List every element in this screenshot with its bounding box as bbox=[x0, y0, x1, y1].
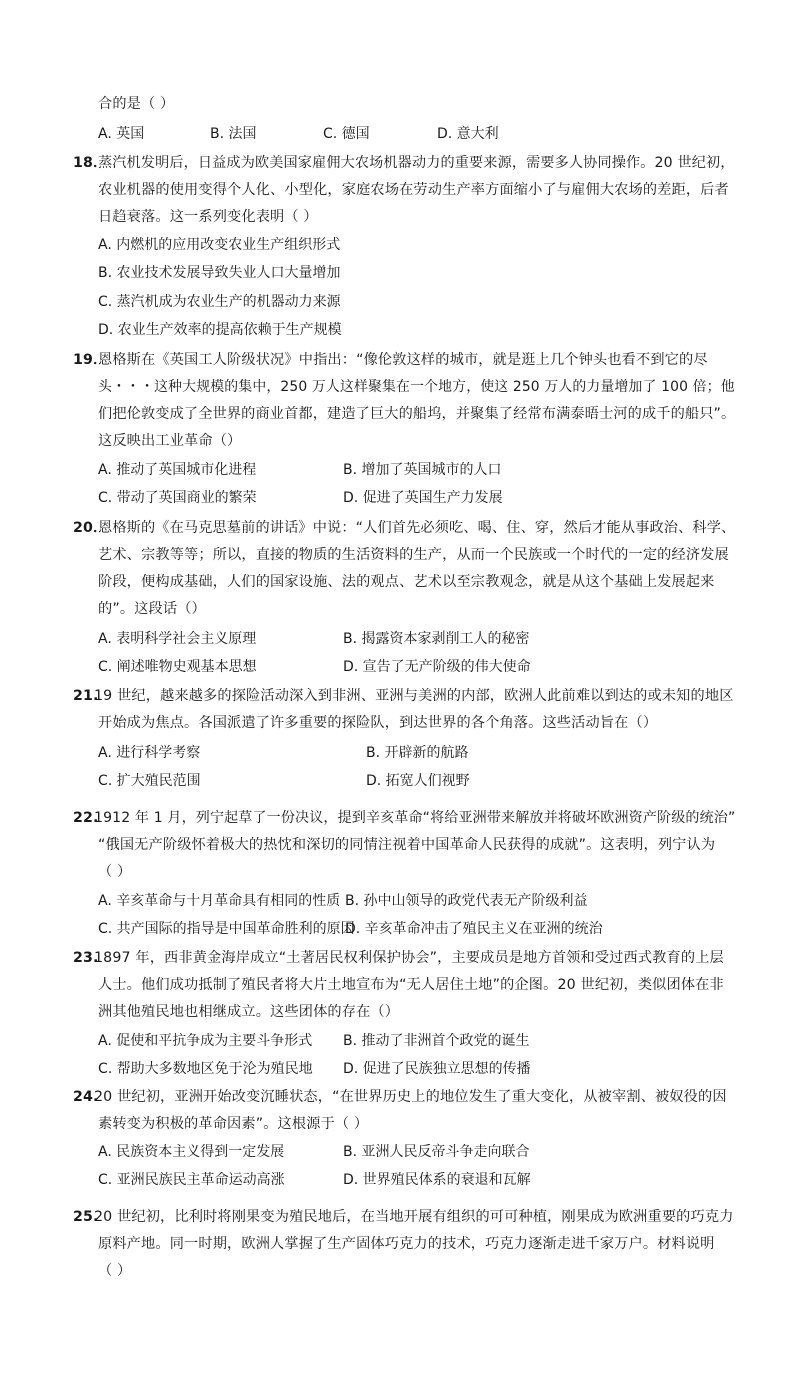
question-stem-line: 素转变为积极的革命因素”。这根源于（ ） bbox=[98, 1116, 369, 1132]
option-a: A. 表明科学社会主义原理 bbox=[98, 631, 257, 647]
option-d: D. 促进了英国生产力发展 bbox=[343, 490, 503, 506]
question-number: 24. bbox=[73, 1089, 99, 1105]
option-c: C. 亚洲民族民主革命运动高涨 bbox=[98, 1172, 285, 1188]
option-d: D. 意大利 bbox=[437, 126, 499, 142]
question-stem-line: 20 世纪初，亚洲开始改变沉睡状态，“在世界历史上的地位发生了重大变化，从被宰割、被奴役的因 bbox=[94, 1089, 727, 1105]
question-number: 20． bbox=[73, 520, 108, 536]
question-number: 23. bbox=[73, 950, 99, 966]
option-a: A. 进行科学考察 bbox=[98, 745, 201, 761]
question-stem-line: 人士。他们成功抵制了殖民者将大片土地宣布为“无人居住土地”的企图。20 世纪初，类似团体在非 bbox=[98, 977, 724, 993]
option-a: A. 英国 bbox=[98, 126, 145, 142]
question-stem-line: 艺术、宗教等等；所以，直接的物质的生活资料的生产，从而一个民族或一个时代的一定的经济发展 bbox=[98, 547, 729, 563]
question-stem-line: 头・・・这种大规模的集中，250 万人这样聚集在一个地方，使这 250 万人的力量增加了 100 倍；他 bbox=[98, 379, 735, 395]
question-stem-line: 20 世纪初，比利时将刚果变为殖民地后，在当地开展有组织的可可种植，刚果成为欧洲重要的巧克力 bbox=[94, 1209, 734, 1225]
option-a: A. 推动了英国城市化进程 bbox=[98, 462, 257, 478]
question-number: 19． bbox=[73, 352, 108, 368]
question-stem-line: 1912 年 1 月，列宁起草了一份决议，提到辛亥革命“将给亚洲带来解放并将破坏欧洲资产阶级的统治” bbox=[94, 810, 736, 826]
question-stem-line: 19 世纪，越来越多的探险活动深入到非洲、亚洲与美洲的内部，欧洲人此前难以到达的或未知的地区 bbox=[94, 688, 734, 704]
option-d: D. 辛亥革命冲击了殖民主义在亚洲的统治 bbox=[345, 921, 603, 937]
question-stem-line: 们把伦敦变成了全世界的商业首都，建造了巨大的船坞，并聚集了经常布满泰晤士河的成千的船只”。 bbox=[98, 406, 736, 422]
question-stem-line: 恩格斯在《英国工人阶级状况》中指出：“像伦敦这样的城市，就是逛上几个钟头也看不到它的尽 bbox=[98, 352, 708, 368]
question-stem-line: （ ） bbox=[98, 1263, 132, 1279]
option-b: B. 开辟新的航路 bbox=[366, 745, 469, 761]
question-stem-line: 1897 年，西非黄金海岸成立“土著居民权利保护协会”，主要成员是地方首领和受过西式教育的上层 bbox=[94, 950, 724, 966]
option-c: C. 蒸汽机成为农业生产的机器动力来源 bbox=[98, 294, 341, 310]
question-stem-line: “俄国无产阶级怀着极大的热忱和深切的同情注视着中国革命人民获得的成就”。这表明，列宁认为 bbox=[98, 837, 716, 853]
option-a: A. 民族资本主义得到一定发展 bbox=[98, 1144, 285, 1160]
option-d: D. 拓宽人们视野 bbox=[366, 773, 470, 789]
question-stem-line: 洲其他殖民地也相继成立。这些团体的存在（） bbox=[98, 1004, 400, 1020]
option-c: C. 共产国际的指导是中国革命胜利的原因 bbox=[98, 921, 355, 937]
option-b: B. 揭露资本家剥削工人的秘密 bbox=[343, 631, 530, 647]
option-a: A. 内燃机的应用改变农业生产组织形式 bbox=[98, 237, 341, 253]
question-stem-line: （ ） bbox=[98, 864, 132, 880]
option-a: A. 辛亥革命与十月革命具有相同的性质 bbox=[98, 893, 341, 909]
option-c: C. 扩大殖民范围 bbox=[98, 773, 201, 789]
option-a: A. 促使和平抗争成为主要斗争形式 bbox=[98, 1033, 313, 1049]
option-d: D. 促进了民族独立思想的传播 bbox=[343, 1061, 531, 1077]
question-stem-line: 日趋衰落。这一系列变化表明（ ） bbox=[98, 209, 318, 225]
question-stem-line: 合的是（ ） bbox=[98, 96, 175, 112]
option-d: D. 农业生产效率的提高依赖于生产规模 bbox=[98, 322, 342, 338]
option-c: C. 带动了英国商业的繁荣 bbox=[98, 490, 257, 506]
option-b: B. 法国 bbox=[210, 126, 257, 142]
question-stem-line: 开始成为焦点。各国派遣了许多重要的探险队，到达世界的各个角落。这些活动旨在（） bbox=[98, 715, 658, 731]
question-number: 22. bbox=[73, 810, 99, 826]
option-b: B. 农业技术发展导致失业人口大量增加 bbox=[98, 265, 341, 281]
question-stem-line: 农业机器的使用变得个人化、小型化，家庭农场在劳动生产率方面缩小了与雇佣大农场的差距，后者 bbox=[98, 182, 729, 198]
option-b: B. 孙中山领导的政党代表无产阶级利益 bbox=[345, 893, 588, 909]
question-stem-line: 蒸汽机发明后，日益成为欧美国家雇佣大农场机器动力的重要来源，需要多人协同操作。20 世纪初， bbox=[98, 155, 735, 171]
question-number: 25. bbox=[73, 1209, 99, 1225]
question-number: 18． bbox=[73, 155, 108, 171]
question-number: 21. bbox=[73, 688, 99, 704]
question-stem-line: 原料产地。同一时期，欧洲人掌握了生产固体巧克力的技术，巧克力逐渐走进千家万户。材料说明 bbox=[98, 1236, 715, 1252]
option-b: B. 推动了非洲首个政党的诞生 bbox=[343, 1033, 530, 1049]
question-stem-line: 的”。这段话（） bbox=[98, 601, 206, 617]
option-c: C. 阐述唯物史观基本思想 bbox=[98, 659, 257, 675]
option-b: B. 增加了英国城市的人口 bbox=[343, 462, 502, 478]
option-d: D. 世界殖民体系的衰退和瓦解 bbox=[343, 1172, 531, 1188]
option-c: C. 德国 bbox=[323, 126, 370, 142]
option-d: D. 宣告了无产阶级的伟大使命 bbox=[343, 659, 531, 675]
question-stem-line: 这反映出工业革命（） bbox=[98, 433, 242, 449]
option-c: C. 帮助大多数地区免于沦为殖民地 bbox=[98, 1061, 313, 1077]
option-b: B. 亚洲人民反帝斗争走向联合 bbox=[343, 1144, 530, 1160]
question-stem-line: 恩格斯的《在马克思墓前的讲话》中说：“人们首先必须吃、喝、住、穿，然后才能从事政治、科学、 bbox=[98, 520, 736, 536]
question-stem-line: 阶段，便构成基础，人们的国家设施、法的观点、艺术以至宗教观念，就是从这个基础上发展起来 bbox=[98, 574, 715, 590]
